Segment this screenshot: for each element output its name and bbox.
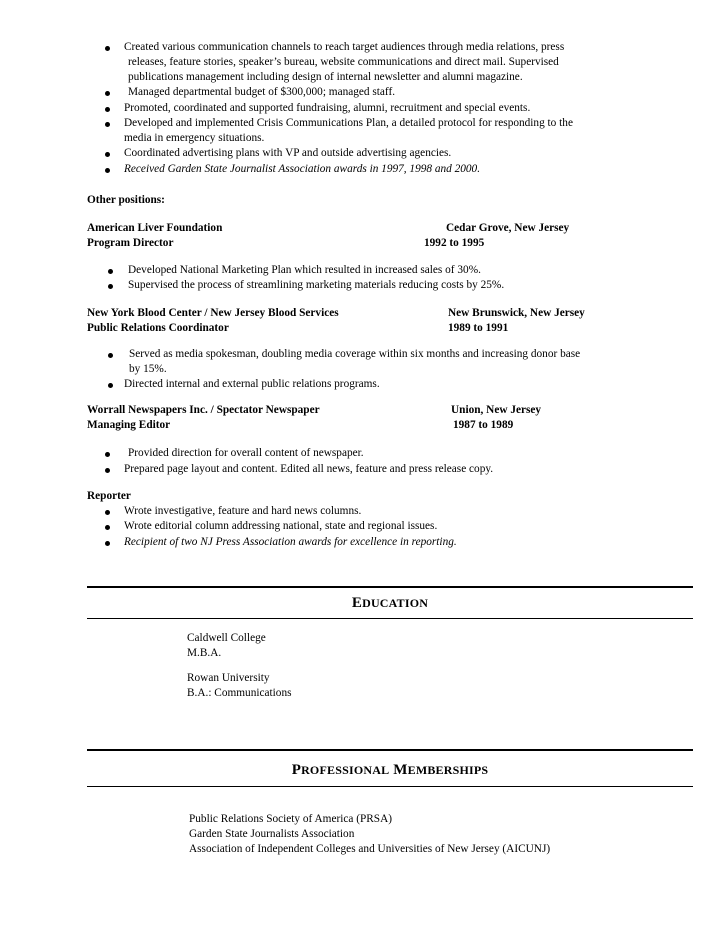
list-item: Managed departmental budget of $300,000; managed staff. [128,86,396,98]
bullet-icon [105,525,110,530]
education-degree: M.B.A. [187,647,222,659]
list-item: Created various communication channels to reach target audiences through media relations, press [124,41,565,53]
list-item: Wrote editorial column addressing national, state and regional issues. [124,520,438,532]
bullet-icon [105,46,110,51]
list-item: by 15%. [129,363,167,375]
bullet-icon [105,91,110,96]
bullet-icon [108,284,113,289]
bullet-icon [105,107,110,112]
membership-item: Public Relations Society of America (PRSA) [189,813,393,825]
list-item: Developed and implemented Crisis Communications Plan, a detailed protocol for responding to the [124,117,573,129]
memberships-heading [87,762,693,779]
position-title: Program Director [87,237,174,249]
position-location: New Brunswick, New Jersey [448,307,585,319]
section-rule [87,749,693,751]
membership-item: Association of Independent Colleges and Universities of New Jersey (AICUNJ) [189,843,551,855]
heading-initial: P [291,762,302,778]
position-org: American Liver Foundation [87,222,223,234]
position-location: Union, New Jersey [451,404,542,416]
education-school: Caldwell College [187,632,266,644]
heading-rest: ROFESSIONAL [301,763,390,777]
education-heading [87,595,693,612]
position-dates: 1992 to 1995 [424,237,485,249]
bullet-icon [105,510,110,515]
bullet-icon [105,541,110,546]
list-item: Wrote investigative, feature and hard news columns. [124,505,362,517]
bullet-icon [105,168,110,173]
position-org: Worrall Newspapers Inc. / Spectator Newspaper [87,404,320,416]
list-item: Received Garden State Journalist Association awards in 1997, 1998 and 2000. [124,163,481,175]
bullet-icon [108,383,113,388]
list-item: Served as media spokesman, doubling media coverage within six months and increasing donor base [129,348,581,360]
list-item: Developed National Marketing Plan which resulted in increased sales of 30%. [128,264,481,276]
list-item: Directed internal and external public relations programs. [124,378,380,390]
list-item: Provided direction for overall content of newspaper. [128,447,364,459]
list-item: Recipient of two NJ Press Association awards for excellence in reporting. [124,536,457,548]
other-positions-label: Other positions: [87,194,165,206]
position-org: New York Blood Center / New Jersey Blood Services [87,307,339,319]
list-item: releases, feature stories, speaker’s bureau, website communications and direct mail. Supervised [128,56,559,68]
list-item: Supervised the process of streamlining marketing materials reducing costs by 25%. [128,279,505,291]
list-item: publications management including design of internal newsletter and alumni magazine. [128,71,523,83]
section-rule [87,618,693,619]
section-rule [87,786,693,787]
education-degree: B.A.: Communications [187,687,292,699]
list-item: media in emergency situations. [124,132,265,144]
position-dates: 1989 to 1991 [448,322,509,334]
position-title: Public Relations Coordinator [87,322,229,334]
education-school: Rowan University [187,672,270,684]
heading-initial: E [351,595,363,611]
bullet-icon [105,122,110,127]
heading-initial: M [393,762,408,778]
heading-rest: DUCATION [362,596,429,610]
heading-rest: EMBERSHIPS [407,763,489,777]
bullet-icon [108,353,113,358]
bullet-icon [108,269,113,274]
list-item: Promoted, coordinated and supported fundraising, alumni, recruitment and special events. [124,102,531,114]
list-item: Coordinated advertising plans with VP and outside advertising agencies. [124,147,452,159]
position-title: Managing Editor [87,419,171,431]
position-dates: 1987 to 1989 [453,419,514,431]
position-title: Reporter [87,490,131,502]
bullet-icon [105,152,110,157]
bullet-icon [105,468,110,473]
membership-item: Garden State Journalists Association [189,828,355,840]
list-item: Prepared page layout and content. Edited all news, feature and press release copy. [124,463,494,475]
position-location: Cedar Grove, New Jersey [446,222,570,234]
bullet-icon [105,452,110,457]
section-rule [87,586,693,588]
